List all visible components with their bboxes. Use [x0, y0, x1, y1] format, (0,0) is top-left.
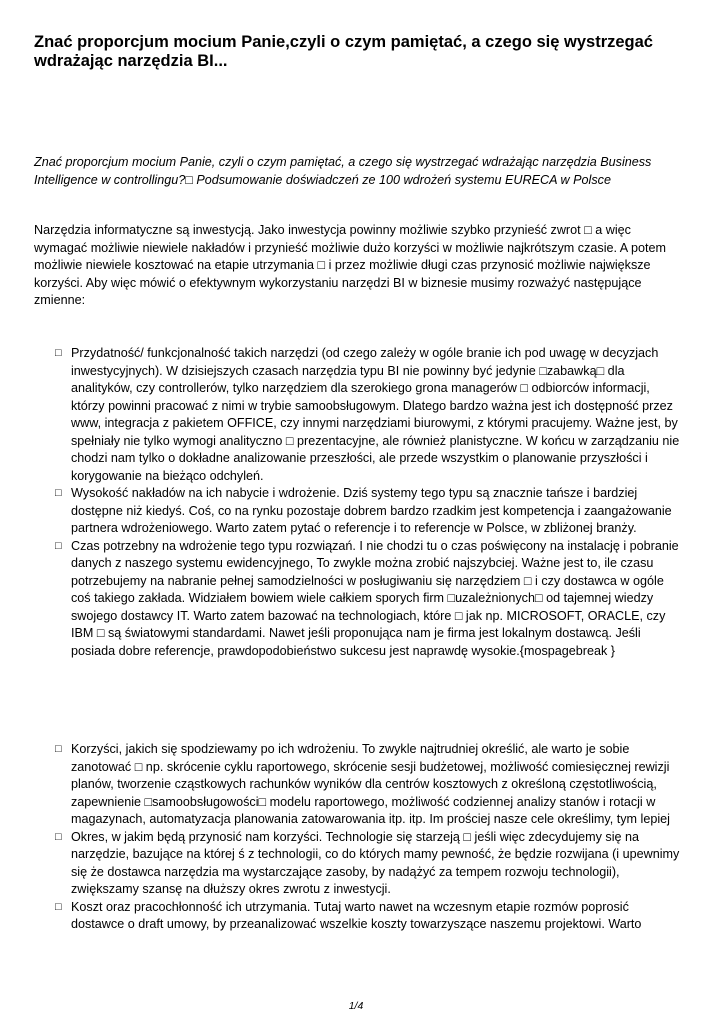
list-item	[0, 899, 683, 934]
list-item	[0, 741, 683, 829]
list-item	[0, 538, 683, 661]
bullet-icon: □	[55, 487, 62, 499]
list-item-text: Wysokość nakładów na ich nabycie i wdrożenie. Dziś systemy tego typu są znacznie tańsze i bardziej dostępne niż kiedyś. Coś, co na rynku pozostaje dobrem bardzo rzadkim jest kompetencja i zaangażowanie partnera wdrożeniowego. Warto zatem pytać o referencje i to referencje w Polsce, w zbliżonej branży.	[71, 486, 672, 535]
bullet-icon: □	[55, 539, 62, 552]
list-item	[0, 829, 683, 899]
list-item-text: Czas potrzebny na wdrożenie tego typu rozwiązań. I nie chodzi tu o czas poświęcony na instalację i pobranie danych z naszego systemu ewidencyjnego, To zwykle można zrobić najszybciej. Ważne jest to, ile czasu potrzebujemy na nabranie pełnej samodzielności w posługiwaniu się narzędziem □ i czy dostawca w ogóle coś takiego zakłada. Widziałem bowiem wiele całkiem sporych firm □uzależnionych□ od tajemnej wiedzy swojego dostawcy IT. Warto zatem bazować na technologiach, które □ jak np. MICROSOFT, ORACLE, czy IBM □ są światowymi standardami. Nawet jeśli proponująca nam je firma jest lokalnym dostawcą. Jeśli posiada dobre referencje, prawdopodobieństwo sukcesu jest naprawdę wysokie.{mospagebreak }	[71, 538, 679, 658]
list-item	[0, 485, 683, 538]
intro-paragraph: Znać proporcjum mocium Panie, czyli o czym pamiętać, a czego się wystrzegać wdrażając narzędzia Business Intelligence w controllingu?□ Podsumowanie doświadczeń ze 100 wdrożeń systemu EURECA w Polsce	[34, 155, 652, 187]
list-item-text: Przydatność/ funkcjonalność takich narzędzi (od czego zależy w ogóle branie ich pod uwagę w decyzjach inwestycyjnych). W dzisiejszych czasach narzędzia typu BI nie powinny być jedynie □zabawką□ dla analityków, czy controllerów, tylko narzędziem dla szerokiego grona managerów □ odbiorców informacji, którzy powinni pracować z nimi w trybie samoobsługowym. Dlatego bardzo ważna jest ich dostępność przez www, integracja z pakietem OFFICE, czy innymi narzędziami biurowymi, z którymi pracujemy. Ważne jest, by spełniały nie tylko wymogi analityczno □ prezentacyjne, ale również planistyczne. W końcu w zarządzaniu nie chodzi nam tylko o dokładne analizowanie przeszłości, ale przede wszystkim o planowanie przyszłości i korygowanie na bieżąco odchyleń.	[71, 346, 680, 483]
bullet-icon: □	[55, 347, 62, 359]
page-title: Znać proporcjum mocium Panie,czyli o czym pamiętać, a czego się wystrzegać wdrażając narzędzia BI...	[34, 33, 653, 70]
body-paragraph: Narzędzia informatyczne są inwestycją. Jako inwestycja powinny możliwie szybko przynieść zwrot □ a więc wymagać możliwie niewiele nakładów i przynieść możliwie dużo korzyści w możliwie najkrótszym czasie. A potem możliwie niewiele kosztować na etapie utrzymania □ i przez możliwie długi czas przynosić możliwie największe korzyści. Aby więc mówić o efektywnym wykorzystaniu narzędzi BI w biznesie musimy rozważyć następujące zmienne:	[34, 223, 667, 307]
bullet-icon: □	[55, 830, 62, 843]
list-item	[0, 345, 683, 485]
bullet-icon: □	[55, 743, 62, 755]
bullet-list-first	[0, 345, 725, 660]
bullet-icon: □	[55, 900, 62, 913]
list-item-text: Okres, w jakim będą przynosić nam korzyści. Technologie się starzeją □ jeśli więc zdecydujemy się na narzędzie, bazujące na której ś z technologii, co do których mamy pewność, że będzie rozwijana (i upewnimy się że dostawca narzędzia ma wystarczające zasoby, by nadążyć za tempem rozwoju technologii), zwiększamy szansę na dłuższy okres zwrotu z inwestycji.	[71, 829, 680, 896]
list-item-text: Korzyści, jakich się spodziewamy po ich wdrożeniu. To zwykle najtrudniej określić, ale warto je sobie zanotować □ np. skrócenie cyklu raportowego, skrócenie sesji budżetowej, możliwość comiesięcznej rewizji planów, tworzenie cząstkowych rachunków wyników dla centrów kosztowych z określoną częstotliwością, zapewnienie □samoobsługowości□ modelu raportowego, możliwość codziennej analizy stanów i rotacji w magazynach, automatyzacja planowania zatowarowania itp. itp. Im prościej nasze cele określimy, tym lepiej	[71, 742, 670, 826]
bullet-list-second	[0, 741, 725, 934]
page-number: 1/4	[348, 1000, 364, 1012]
list-item-text: Koszt oraz pracochłonność ich utrzymania. Tutaj warto nawet na wczesnym etapie rozmów poprosić dostawce o draft umowy, by przeanalizować wszelkie koszty towarzyszące naszemu projektowi. Warto	[71, 899, 642, 931]
